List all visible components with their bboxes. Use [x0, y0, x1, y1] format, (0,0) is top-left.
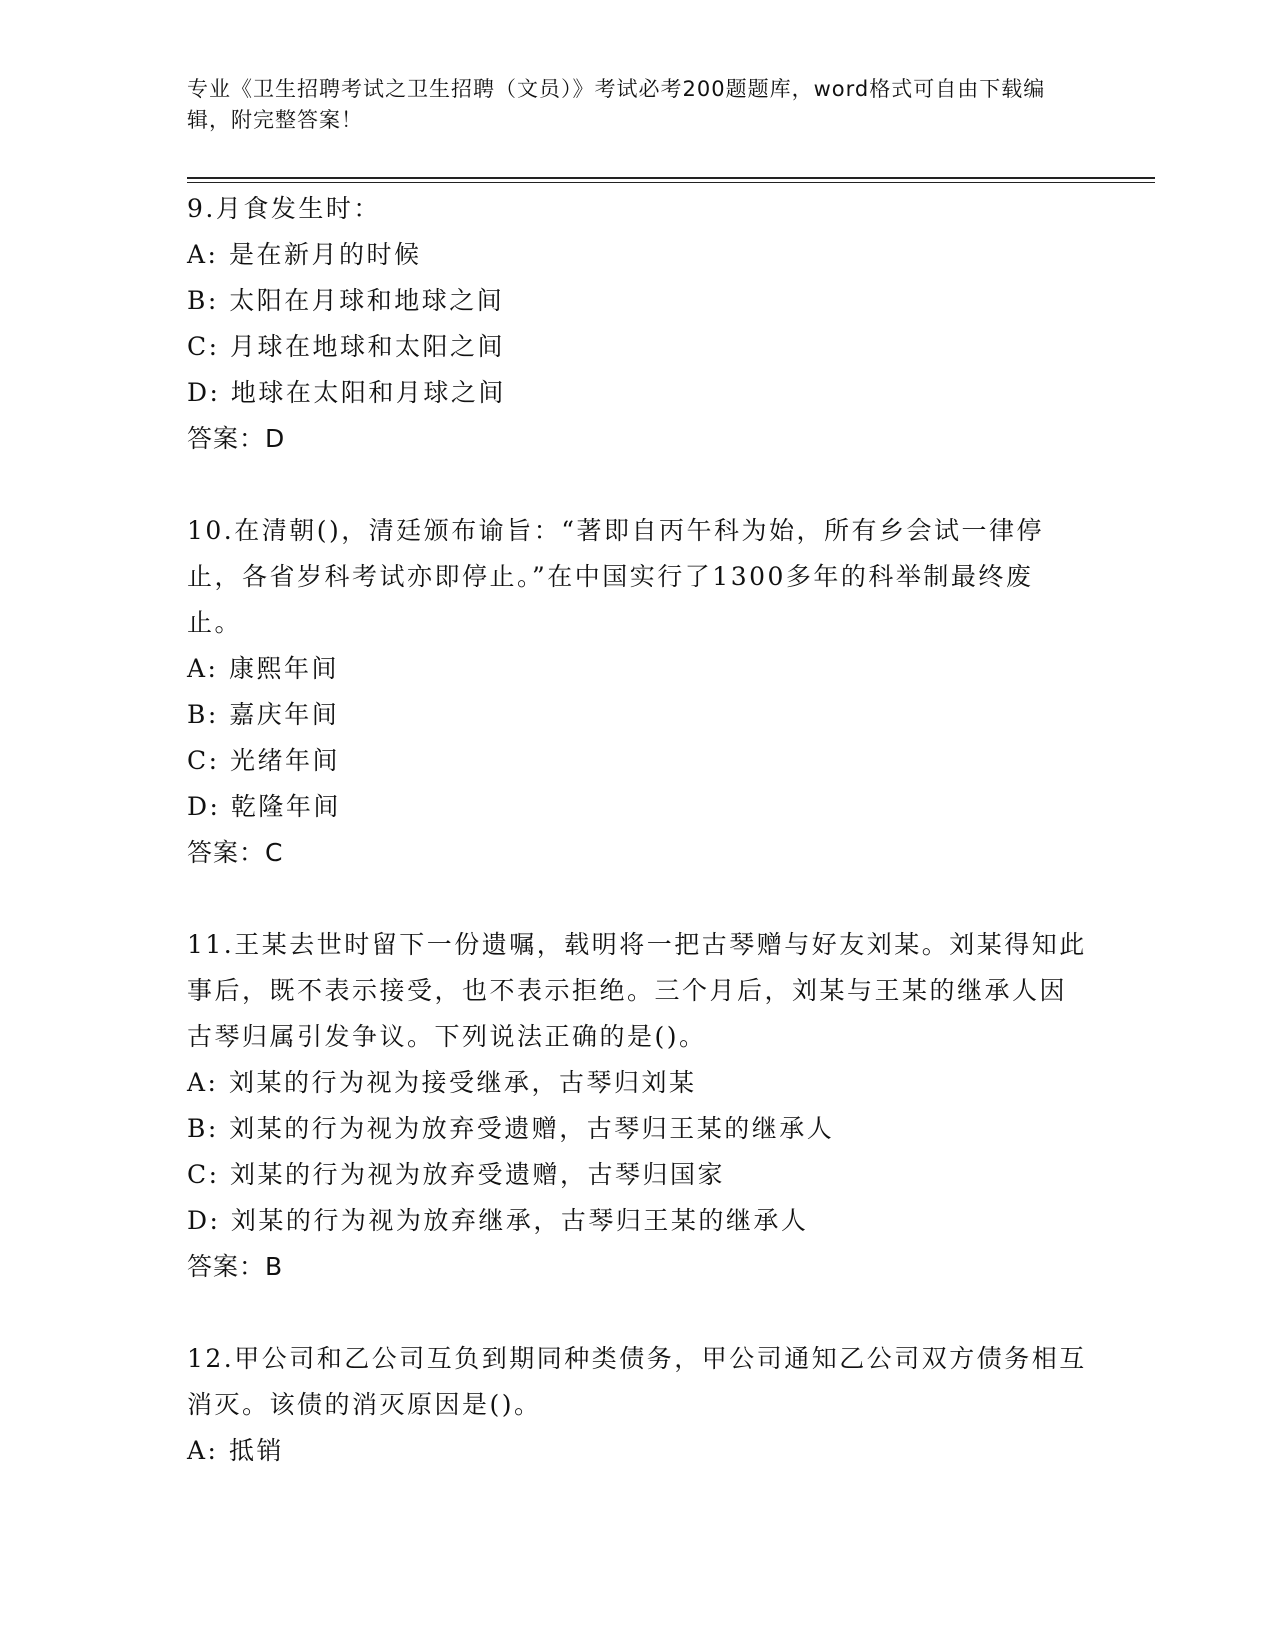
question-12 [187, 1336, 1087, 1474]
option-list [187, 1428, 1087, 1474]
option-text: 乾隆年间 [230, 792, 341, 821]
option-text: 嘉庆年间 [229, 700, 340, 729]
option-a [187, 646, 1087, 692]
option-a [187, 232, 1087, 278]
option-c [187, 738, 1087, 784]
option-c [187, 1152, 1087, 1198]
option-d [187, 370, 1087, 416]
question-stem: 9.月食发生时： [187, 194, 381, 223]
answer-label: 答案： [187, 1252, 266, 1281]
option-letter: D: [187, 792, 221, 821]
document-header: 专业《卫生招聘考试之卫生招聘（文员）》考试必考200题题库，word格式可自由下载编辑，附完整答案！ [187, 77, 1046, 132]
option-list [187, 646, 1087, 830]
option-letter: C: [187, 332, 220, 361]
option-d [187, 784, 1087, 830]
option-letter: A: [187, 1436, 219, 1465]
answer-line [187, 1244, 1087, 1290]
option-text: 刘某的行为视为放弃受遗赠，古琴归国家 [230, 1160, 726, 1189]
option-letter: B: [187, 700, 219, 729]
option-text: 地球在太阳和月球之间 [230, 378, 506, 407]
header-rule-thin [187, 182, 1155, 183]
option-text: 抵销 [228, 1436, 284, 1465]
option-letter: D: [187, 378, 221, 407]
option-text: 月球在地球和太阳之间 [230, 332, 506, 361]
option-b [187, 692, 1087, 738]
option-text: 太阳在月球和地球之间 [229, 286, 505, 315]
option-letter: A: [187, 240, 219, 269]
answer-label: 答案： [187, 424, 266, 453]
option-a [187, 1060, 1087, 1106]
question-9 [187, 186, 1087, 462]
header-rule-thick [187, 177, 1155, 179]
question-10 [187, 508, 1087, 876]
answer-line [187, 416, 1087, 462]
option-letter: C: [187, 746, 220, 775]
answer-value: B [265, 1252, 284, 1281]
option-letter: C: [187, 1160, 220, 1189]
option-text: 光绪年间 [230, 746, 341, 775]
option-d [187, 1198, 1087, 1244]
option-letter: B: [187, 286, 219, 315]
question-11 [187, 922, 1087, 1290]
answer-line [187, 830, 1087, 876]
option-text: 康熙年间 [228, 654, 339, 683]
option-letter: A: [187, 654, 219, 683]
question-stem: 12.甲公司和乙公司互负到期同种类债务，甲公司通知乙公司双方债务相互消灭。该债的消灭原因是()。 [187, 1344, 1087, 1419]
option-c [187, 324, 1087, 370]
question-stem: 10.在清朝()，清廷颁布谕旨：“著即自丙午科为始，所有乡会试一律停止，各省岁科考试亦即停止。”在中国实行了1300多年的科举制最终废止。 [187, 516, 1045, 637]
option-text: 刘某的行为视为放弃受遗赠，古琴归王某的继承人 [229, 1114, 835, 1143]
answer-value: C [265, 838, 284, 867]
option-text: 刘某的行为视为放弃继承，古琴归王某的继承人 [230, 1206, 809, 1235]
option-letter: A: [187, 1068, 219, 1097]
option-list [187, 232, 1087, 416]
option-b [187, 278, 1087, 324]
answer-label: 答案： [187, 838, 266, 867]
option-letter: D: [187, 1206, 221, 1235]
question-list [187, 186, 1087, 1520]
option-text: 刘某的行为视为接受继承，古琴归刘某 [228, 1068, 697, 1097]
option-b [187, 1106, 1087, 1152]
option-letter: B: [187, 1114, 219, 1143]
option-text: 是在新月的时候 [228, 240, 422, 269]
question-stem: 11.王某去世时留下一份遗嘱，载明将一把古琴赠与好友刘某。刘某得知此事后，既不表示接受，也不表示拒绝。三个月后，刘某与王某的继承人因古琴归属引发争议。下列说法正确的是()。 [187, 930, 1087, 1051]
option-a [187, 1428, 1087, 1474]
answer-value: D [265, 424, 286, 453]
option-list [187, 1060, 1087, 1244]
